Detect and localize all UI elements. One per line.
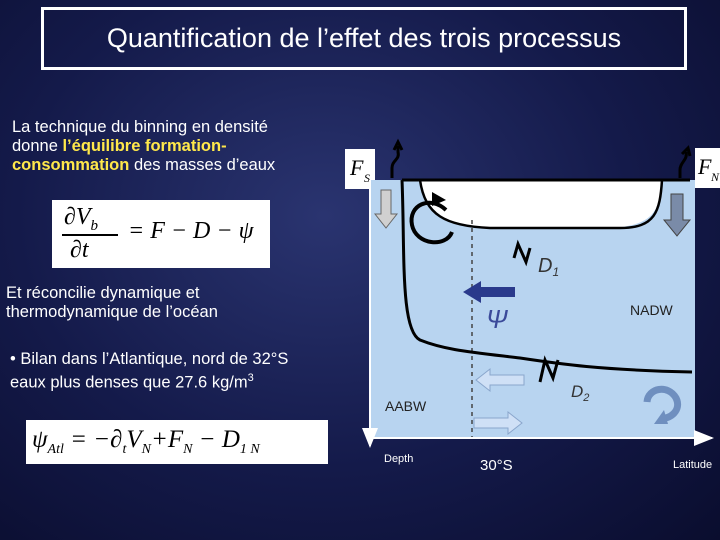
fs-label-text: F: [350, 155, 364, 180]
atlantic-line-2-text: eaux plus denses que 27.6 kg/m: [10, 373, 248, 392]
eq2-term-d: − D: [192, 426, 240, 453]
eq2-term-c-sub: N: [183, 442, 193, 457]
eq2-psi-sub: Atl: [47, 442, 64, 457]
slide-title: Quantification de l’effet des trois processus: [106, 23, 622, 53]
depth-label: Depth: [384, 453, 414, 465]
d2-label: $D_2$: [571, 382, 590, 404]
eq2-term-b-sub: N: [141, 442, 151, 457]
eq2-term-c: +F: [150, 426, 184, 453]
fs-label-sub: S: [364, 171, 370, 185]
dynamics-line-1: Et réconcilie dynamique et: [6, 284, 200, 302]
binning-line-1: La technique du binning en densité: [12, 118, 268, 136]
fn-wavy-arrow-icon: [680, 152, 686, 178]
atlantic-line-1: • Bilan dans l’Atlantique, nord de 32°S: [10, 350, 289, 368]
nadw-label: NADW: [630, 302, 673, 318]
fn-label-text: F: [698, 154, 712, 179]
atlantic-line-2-sup: 3: [247, 372, 254, 384]
binning-line-3-plain: des masses d’eaux: [129, 156, 276, 174]
aabw-label: AABW: [385, 398, 427, 414]
binning-line-3-highlight: consommation: [12, 156, 130, 174]
d1-label: $D_1$: [538, 255, 560, 279]
binning-line-2-highlight: l’équilibre formation-: [62, 137, 227, 155]
eq2-term-b: V: [126, 426, 142, 453]
eq2-psi: ψ: [32, 426, 48, 453]
eq2-term-a: = −∂: [70, 426, 123, 453]
fs-wavy-arrow-icon: [392, 146, 398, 178]
eq1-num-sub: b: [90, 217, 99, 234]
fn-label-sub: N: [711, 170, 720, 184]
dynamics-line-2: thermodynamique de l’océan: [6, 303, 218, 321]
eq1-rhs: = F − D − ψ: [128, 218, 254, 244]
eq2-term-a-sub: t: [122, 442, 127, 457]
latitude-label: Latitude: [673, 459, 713, 471]
surface-layer: [420, 180, 662, 228]
psi-label: Ψ: [486, 304, 508, 334]
eq1-denominator: ∂t: [70, 237, 89, 263]
binning-line-2-plain: donne: [12, 137, 63, 155]
lat-30s-label: 30°S: [480, 457, 513, 474]
eq1-num-text: ∂V: [64, 204, 91, 230]
eq2-term-d-sub: 1 N: [239, 442, 260, 457]
